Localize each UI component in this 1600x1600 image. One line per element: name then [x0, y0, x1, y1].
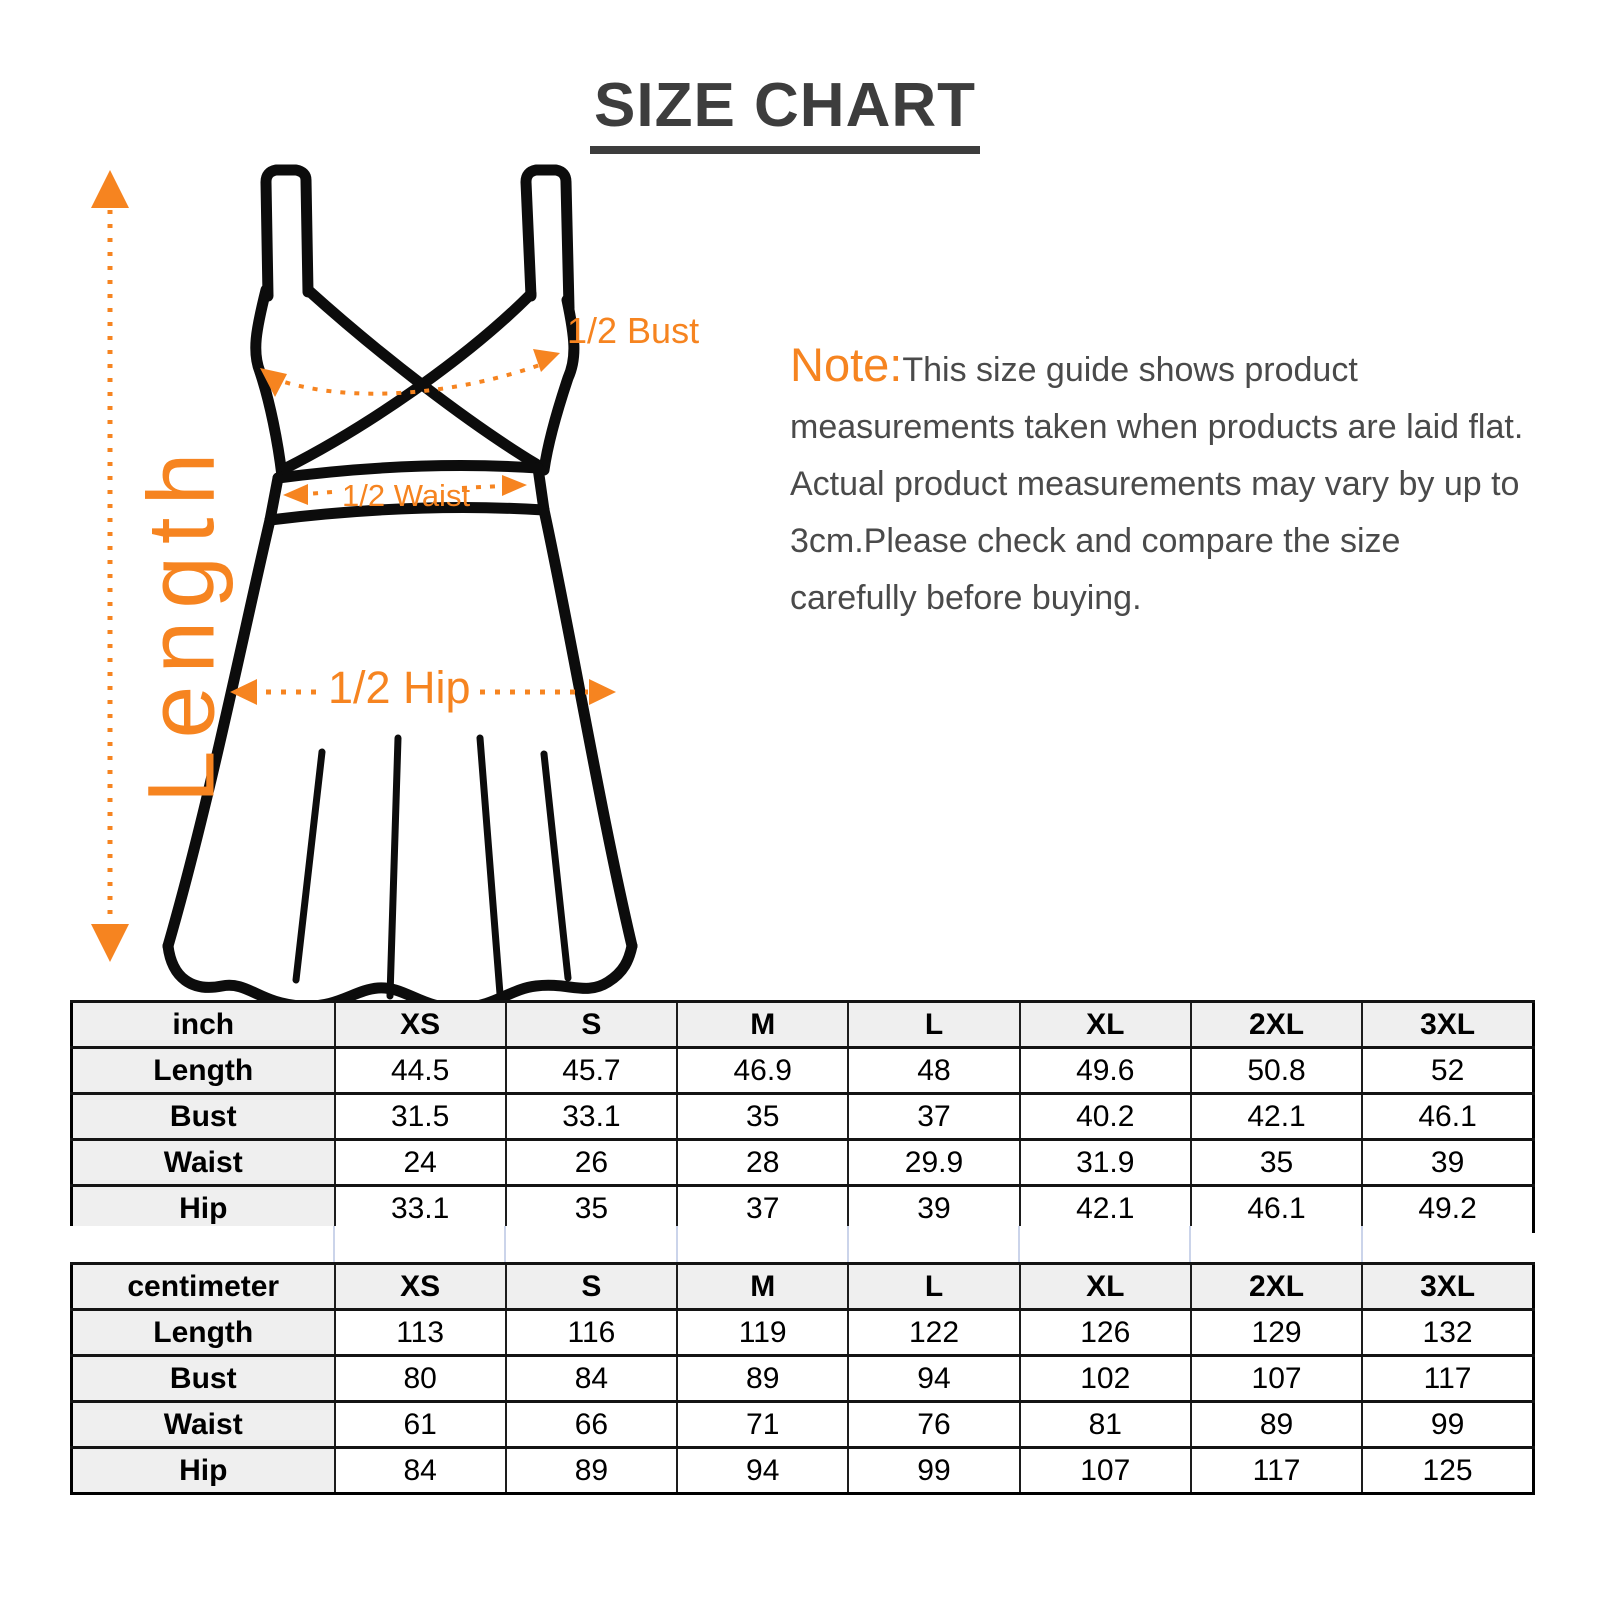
- measurement-label-cell: Hip: [72, 1186, 335, 1232]
- table-header-row: [72, 1264, 1534, 1310]
- measurement-value-cell: 39: [848, 1186, 1019, 1232]
- gap-column-line: [676, 1226, 678, 1262]
- measurement-value-cell: 31.9: [1020, 1140, 1191, 1186]
- measurement-label-cell: Bust: [72, 1094, 335, 1140]
- half-waist-label: 1/2 Waist: [342, 478, 471, 513]
- measurement-value-cell: 113: [335, 1310, 506, 1356]
- size-header-cell: 2XL: [1191, 1002, 1362, 1048]
- measurement-value-cell: 81: [1020, 1402, 1191, 1448]
- measurement-value-cell: 44.5: [335, 1048, 506, 1094]
- measurement-value-cell: 71: [677, 1402, 848, 1448]
- gap-column-line: [1018, 1226, 1020, 1262]
- measurement-label-cell: Length: [72, 1048, 335, 1094]
- size-header-cell: M: [677, 1002, 848, 1048]
- page-title: SIZE CHART: [590, 70, 980, 154]
- size-header-cell: L: [848, 1002, 1019, 1048]
- size-header-cell: M: [677, 1264, 848, 1310]
- measurement-value-cell: 117: [1362, 1356, 1533, 1402]
- measurement-value-cell: 66: [506, 1402, 677, 1448]
- unit-header-cell: centimeter: [72, 1264, 335, 1310]
- measurement-value-cell: 42.1: [1020, 1186, 1191, 1232]
- measurement-value-cell: 76: [848, 1402, 1019, 1448]
- measurement-value-cell: 126: [1020, 1310, 1191, 1356]
- table-row: [72, 1140, 1534, 1186]
- measurement-value-cell: 99: [1362, 1402, 1533, 1448]
- table-gap-divider: [70, 1226, 1532, 1262]
- measurement-value-cell: 49.6: [1020, 1048, 1191, 1094]
- measurement-value-cell: 37: [848, 1094, 1019, 1140]
- measurement-value-cell: 116: [506, 1310, 677, 1356]
- measurement-value-cell: 84: [506, 1356, 677, 1402]
- measurement-value-cell: 37: [677, 1186, 848, 1232]
- measurement-value-cell: 48: [848, 1048, 1019, 1094]
- table-row: [72, 1186, 1534, 1232]
- measurement-value-cell: 94: [677, 1448, 848, 1494]
- measurement-value-cell: 28: [677, 1140, 848, 1186]
- measurement-value-cell: 49.2: [1362, 1186, 1533, 1232]
- measurement-value-cell: 52: [1362, 1048, 1533, 1094]
- measurement-value-cell: 99: [848, 1448, 1019, 1494]
- measurement-value-cell: 35: [1191, 1140, 1362, 1186]
- size-header-cell: L: [848, 1264, 1019, 1310]
- table-row: [72, 1048, 1534, 1094]
- note-paragraph: [790, 336, 1532, 627]
- measurement-value-cell: 89: [506, 1448, 677, 1494]
- note-body: This size guide shows product measurements taken when products are laid flat. Actual product measurements may vary by up to 3cm.Please check and compare the size carefully before buying.: [790, 351, 1524, 617]
- table-row: [72, 1094, 1534, 1140]
- measurement-value-cell: 35: [677, 1094, 848, 1140]
- table-row: [72, 1448, 1534, 1494]
- size-header-cell: XL: [1020, 1264, 1191, 1310]
- measurement-value-cell: 40.2: [1020, 1094, 1191, 1140]
- measurement-label-cell: Bust: [72, 1356, 335, 1402]
- size-header-cell: 2XL: [1191, 1264, 1362, 1310]
- dress-outline: [168, 170, 632, 1008]
- measurement-label-cell: Waist: [72, 1402, 335, 1448]
- measurement-value-cell: 132: [1362, 1310, 1533, 1356]
- measurement-value-cell: 35: [506, 1186, 677, 1232]
- measurement-value-cell: 33.1: [506, 1094, 677, 1140]
- measurement-label-cell: Length: [72, 1310, 335, 1356]
- measurement-value-cell: 50.8: [1191, 1048, 1362, 1094]
- measurement-label-cell: Waist: [72, 1140, 335, 1186]
- measurement-value-cell: 122: [848, 1310, 1019, 1356]
- size-header-cell: S: [506, 1002, 677, 1048]
- measurement-value-cell: 33.1: [335, 1186, 506, 1232]
- table-row: [72, 1356, 1534, 1402]
- size-header-cell: 3XL: [1362, 1002, 1533, 1048]
- half-bust-label: 1/2 Bust: [567, 310, 700, 351]
- measurement-value-cell: 61: [335, 1402, 506, 1448]
- size-table-centimeter: [70, 1262, 1535, 1495]
- measurement-value-cell: 89: [677, 1356, 848, 1402]
- measurement-value-cell: 107: [1191, 1356, 1362, 1402]
- size-header-cell: XS: [335, 1264, 506, 1310]
- measurement-value-cell: 29.9: [848, 1140, 1019, 1186]
- gap-column-line: [1189, 1226, 1191, 1262]
- measurement-value-cell: 46.1: [1191, 1186, 1362, 1232]
- size-header-cell: S: [506, 1264, 677, 1310]
- measurement-value-cell: 31.5: [335, 1094, 506, 1140]
- measurement-value-cell: 39: [1362, 1140, 1533, 1186]
- measurement-value-cell: 117: [1191, 1448, 1362, 1494]
- table-header-row: [72, 1002, 1534, 1048]
- measurement-label-cell: Hip: [72, 1448, 335, 1494]
- size-header-cell: XS: [335, 1002, 506, 1048]
- table-row: [72, 1402, 1534, 1448]
- note-label: Note:: [790, 338, 903, 391]
- measurement-value-cell: 42.1: [1191, 1094, 1362, 1140]
- measurement-value-cell: 84: [335, 1448, 506, 1494]
- measurement-value-cell: 26: [506, 1140, 677, 1186]
- measurement-value-cell: 119: [677, 1310, 848, 1356]
- length-arrow: [91, 170, 129, 962]
- half-hip-label: 1/2 Hip: [328, 662, 471, 713]
- gap-column-line: [333, 1226, 335, 1262]
- measurement-value-cell: 89: [1191, 1402, 1362, 1448]
- measurement-value-cell: 80: [335, 1356, 506, 1402]
- gap-column-line: [847, 1226, 849, 1262]
- size-header-cell: XL: [1020, 1002, 1191, 1048]
- length-label: Length: [128, 440, 235, 804]
- measurement-value-cell: 46.1: [1362, 1094, 1533, 1140]
- measurement-value-cell: 24: [335, 1140, 506, 1186]
- size-table-inch: [70, 1000, 1535, 1233]
- gap-column-line: [504, 1226, 506, 1262]
- measurement-value-cell: 46.9: [677, 1048, 848, 1094]
- unit-header-cell: inch: [72, 1002, 335, 1048]
- measurement-value-cell: 102: [1020, 1356, 1191, 1402]
- table-row: [72, 1310, 1534, 1356]
- measurement-value-cell: 129: [1191, 1310, 1362, 1356]
- measurement-value-cell: 125: [1362, 1448, 1533, 1494]
- measurement-value-cell: 45.7: [506, 1048, 677, 1094]
- measurement-value-cell: 94: [848, 1356, 1019, 1402]
- measurement-value-cell: 107: [1020, 1448, 1191, 1494]
- gap-column-line: [1361, 1226, 1363, 1262]
- size-header-cell: 3XL: [1362, 1264, 1533, 1310]
